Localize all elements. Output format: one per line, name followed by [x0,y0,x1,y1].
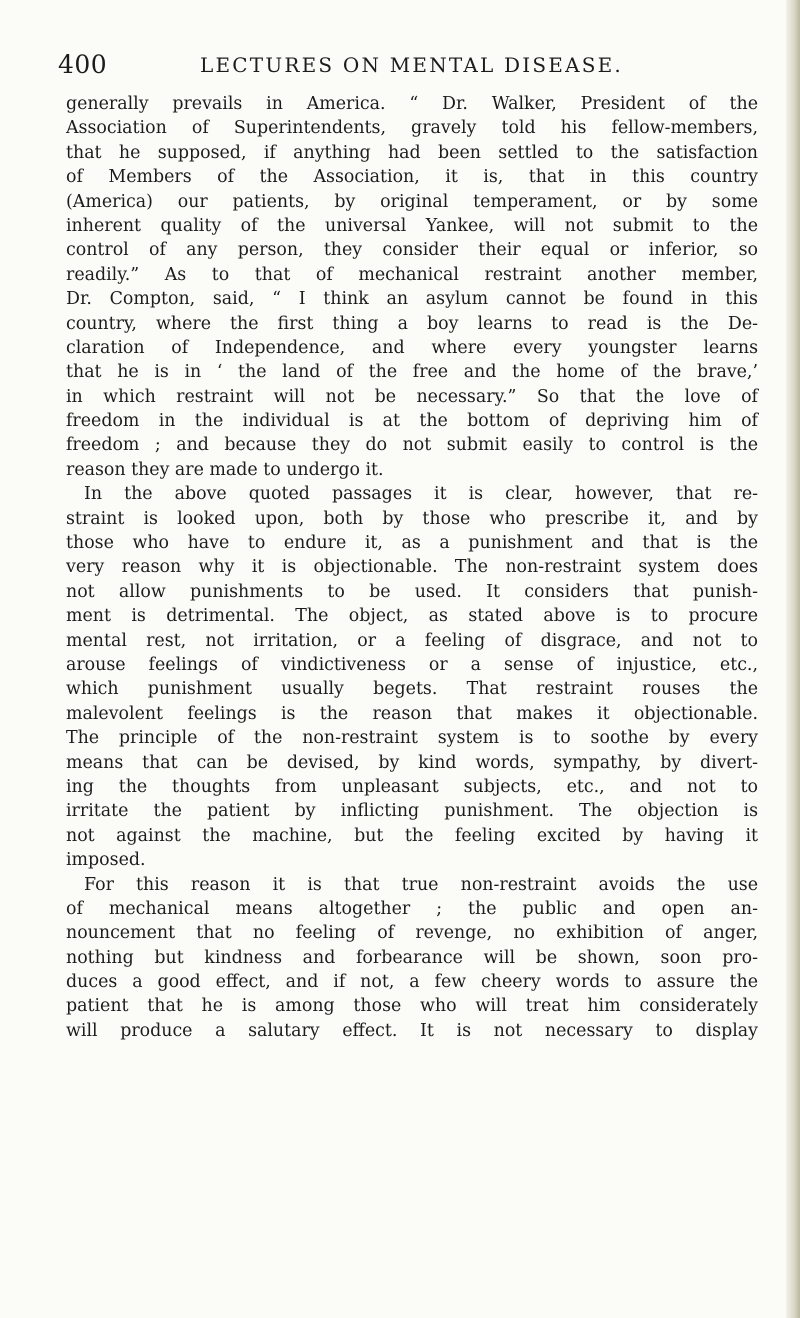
page-header [58,50,758,84]
text-line: generally prevails in America. “ Dr. Walker, President of the [66,94,758,114]
text-line: control of any person, they consider their equal or inferior, so [66,240,758,261]
page-number: 400 [58,50,108,79]
text-line: means that can be devised, by kind words, sympathy, by divert- [66,752,758,773]
text-line: which punishment usually begets. That restraint rouses the [66,679,758,700]
text-line: readily.” As to that of mechanical restraint another member, [66,264,758,285]
text-line: will produce a salutary effect. It is not necessary to display [66,1020,758,1041]
text-line: malevolent feelings is the reason that makes it objectionable. [66,703,758,724]
text-line: The principle of the non-restraint system is to soothe by every [66,728,758,749]
text-line: ing the thoughts from unpleasant subjects, etc., and not to [66,776,758,797]
page-edge-shadow [786,0,800,1318]
text-line: freedom ; and because they do not submit easily to control is the [66,435,758,456]
text-line: reason they are made to undergo it. [66,459,384,480]
text-line: In the above quoted passages it is clear, however, that re- [84,484,758,505]
text-line: arouse feelings of vindictiveness or a sense of injustice, etc., [66,654,758,675]
text-line: claration of Independence, and where every youngster learns [66,337,758,358]
text-line: nothing but kindness and forbearance will be shown, soon pro- [66,947,758,968]
text-line: of Members of the Association, it is, that in this country [66,167,758,188]
text-line: that he is in ‘ the land of the free and the home of the brave,’ [66,362,758,383]
text-line: (America) our patients, by original temperament, or by some [66,191,758,212]
text-line: straint is looked upon, both by those who prescribe it, and by [66,508,758,529]
text-line: patient that he is among those who will treat him considerately [66,996,758,1017]
body-text [66,92,758,1043]
text-line: those who have to endure it, as a punishment and that is the [66,533,758,554]
text-line: imposed. [66,850,146,871]
text-line: freedom in the individual is at the bottom of depriving him of [66,411,758,432]
text-line: irritate the patient by inflicting punishment. The objection is [66,801,758,822]
text-line: that he supposed, if anything had been settled to the satisfaction [66,142,758,163]
text-line: mental rest, not irritation, or a feeling of disgrace, and not to [66,630,758,651]
running-title: LECTURES ON MENTAL DISEASE. [200,53,623,77]
text-line: For this reason it is that true non-restraint avoids the use [84,874,758,895]
text-line: not against the machine, but the feeling excited by having it [66,825,758,846]
text-line: ment is detrimental. The object, as stated above is to procure [66,606,758,627]
text-line: duces a good effect, and if not, a few cheery words to assure the [66,972,758,993]
text-line: nouncement that no feeling of revenge, no exhibition of anger, [66,923,758,944]
text-line: very reason why it is objectionable. The non-restraint system does [66,557,758,578]
text-line: not allow punishments to be used. It considers that punish- [66,581,758,602]
text-line: in which restraint will not be necessary.” So that the love of [66,386,758,407]
text-line: of mechanical means altogether ; the public and open an- [66,898,758,919]
text-line: inherent quality of the universal Yankee, will not submit to the [66,215,758,236]
text-line: Association of Superintendents, gravely told his fellow-members, [66,118,758,139]
text-line: Dr. Compton, said, “ I think an asylum cannot be found in this [66,289,758,310]
text-line: country, where the first thing a boy learns to read is the De- [66,313,758,334]
